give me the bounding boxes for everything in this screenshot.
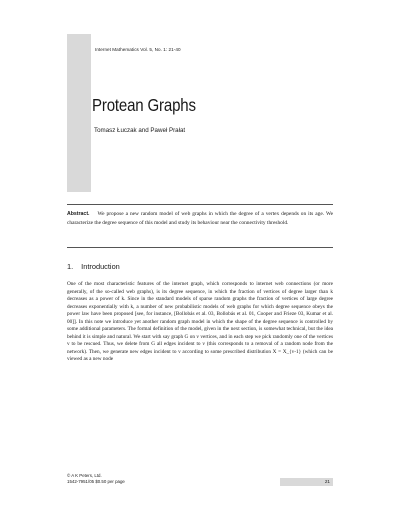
abstract-top-rule [67,204,333,205]
header-gray-band [67,34,91,192]
section-number: 1. [67,262,74,271]
paper-authors: Tomasz Łuczak and Paweł Prałat [94,127,186,134]
page-number-band [280,478,333,486]
journal-header: Internet Mathematics Vol. 5, No. 1: 21-40 [95,47,181,52]
paper-title: Protean Graphs [92,95,196,115]
abstract-block [67,210,333,227]
abstract-bottom-rule [67,247,333,248]
section-title: Introduction [81,262,120,271]
body-paragraph: One of the most characteristic features of the internet graph, which corresponds to internet web connections (or more generally, of the so-called web graphs), is its degree sequence, in which the fraction of vertices of degree larger than k decreases as a power of k. Since in the standard models of sparse random graphs the fraction of vertices of large degree decreases exponentially with k, a number of new probabilistic models of web graphs for which degree sequence obeys the power law have been proposed [see, for instance, [Bollobás et al. 03, Bollobás et al. 01, Cooper and Frieze 03, Kumar et al. 00]]. In this note we introduce yet another random graph model in which the shape of the degree sequence is controlled by some additional parameters. The formal definition of the model, given in the next section, is somewhat technical, but the idea behind it is simple and natural. We start with say graph G on v vertices, and in each step we pick randomly one of the vertices v to be rescued. Thus, we delete from G all edges incident to v (this corresponds to a removal of a random node from the network). Then, we generate new edges incident to v according to some prescribed distribution X = X_{v-1} (which can be viewed as a new node [67,281,333,363]
footer-issn: 1542-7951/05 $0.50 per page [67,478,125,484]
abstract-text: We propose a new random model of web graphs in which the degree of a vertex depends on its age. We characterize the degree sequence of this model and study its behaviour near the connectivity threshold. [67,211,333,226]
footer-copyright: © A K Peters, Ltd. [67,473,102,478]
section-heading [67,262,120,271]
footer-copyright-block [67,473,125,484]
abstract-label: Abstract. [67,211,90,217]
page-number: 21 [324,479,330,484]
